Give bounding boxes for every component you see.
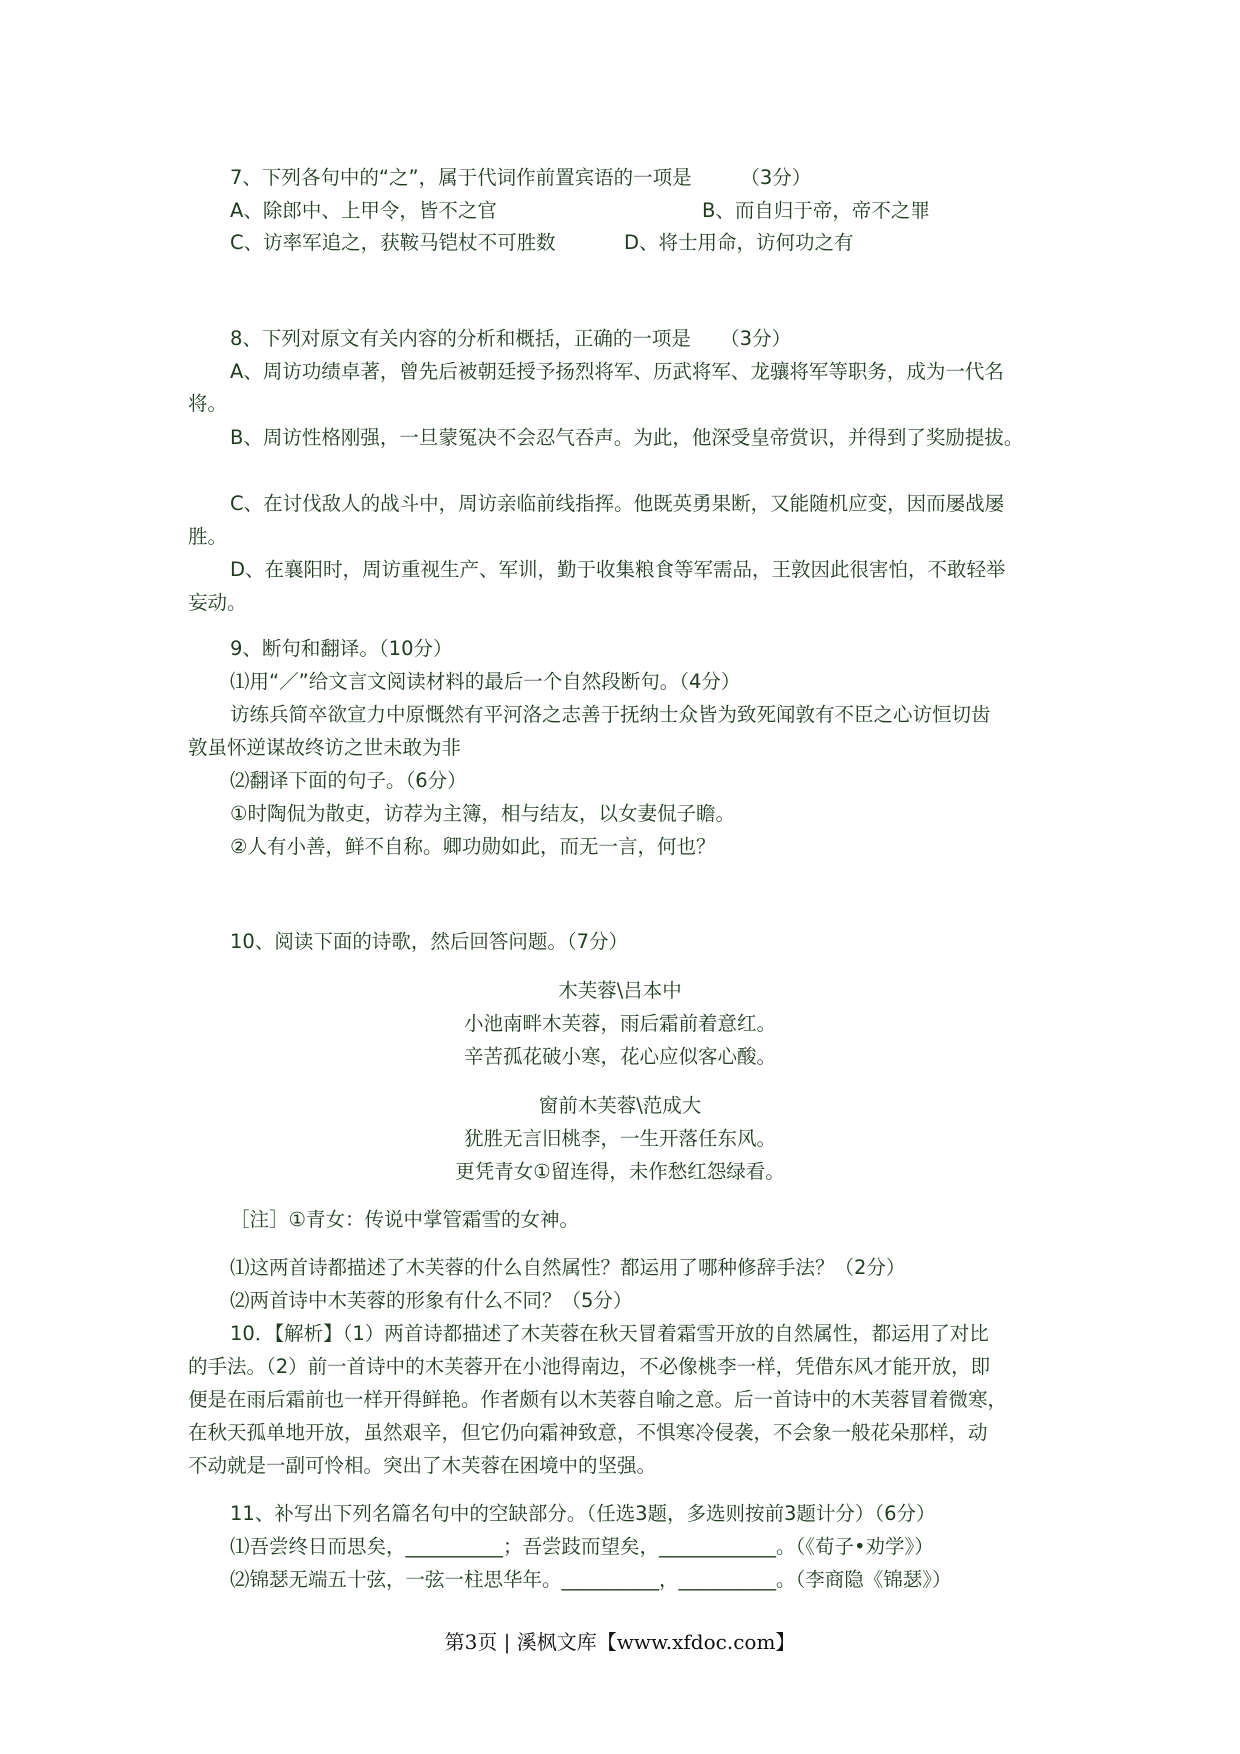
q11-item1: ⑴吾尝终日而思矣，__________；吾尝跂而望矣，____________。（《荀子•劝学》） <box>230 1535 934 1558</box>
poem2-line2: 更凭青女①留连得，未作愁红怨绿看。 <box>455 1160 785 1183</box>
q9-part2: ⑵翻译下面的句子。（6分） <box>230 769 467 792</box>
q10-answer-line4: 在秋天孤单地开放，虽然艰辛，但它仍向霜神致意，不惧寒冷侵袭，不会象一般花朵那样，动 <box>188 1421 988 1444</box>
q8-option-a-line2: 将。 <box>188 392 228 415</box>
q8-option-d-line2: 妄动。 <box>188 591 247 614</box>
q10-sub2: ⑵两首诗中木芙蓉的形象有什么不同？（5分） <box>230 1289 633 1312</box>
q10-answer-line5: 不动就是一副可怜相。突出了木芙蓉在困境中的坚强。 <box>188 1454 657 1477</box>
q7-option-a: A、除郎中、上甲令，皆不之官 <box>230 199 497 222</box>
poem1-title: 木芙蓉\吕本中 <box>558 979 682 1002</box>
q7-option-b: B、而自归于帝，帝不之罪 <box>702 199 930 222</box>
poem-note: ［注］①青女：传说中掌管霜雪的女神。 <box>230 1208 579 1231</box>
q10-sub1: ⑴这两首诗都描述了木芙蓉的什么自然属性？都运用了哪种修辞手法？（2分） <box>230 1256 906 1279</box>
q8-option-c-line1: C、在讨伐敌人的战斗中，周访亲临前线指挥。他既英勇果断，又能随机应变，因而屡战屡 <box>230 492 1005 515</box>
q11-item2: ⑵锦瑟无端五十弦，一弦一柱思华年。__________，__________。（李商隐《锦瑟》） <box>230 1568 952 1591</box>
q9-passage-line1: 访练兵简卒欲宣力中原慨然有平河洛之志善于抚纳士众皆为致死闻敦有不臣之心访恒切齿 <box>230 703 991 726</box>
page-footer: 第3页 | 溪枫文库【www.xfdoc.com】 <box>444 1630 796 1654</box>
q9-sentence1: ①时陶侃为散吏，访荐为主簿，相与结友，以女妻侃子瞻。 <box>230 802 735 825</box>
q8-option-c-line2: 胜。 <box>188 525 228 548</box>
q8-option-a-line1: A、周访功绩卓著，曾先后被朝廷授予扬烈将军、历武将军、龙骧将军等职务，成为一代名 <box>230 360 1004 383</box>
q11-stem: 11、补写出下列名篇名句中的空缺部分。（任选3题，多选则按前3题计分）（6分） <box>230 1502 936 1525</box>
q7-stem: 7、下列各句中的“之”，属于代词作前置宾语的一项是 （3分） <box>230 166 812 189</box>
q8-stem: 8、下列对原文有关内容的分析和概括，正确的一项是 （3分） <box>230 327 792 350</box>
q10-answer-line2: 的手法。（2）前一首诗中的木芙蓉开在小池得南边，不必像桃李一样，凭借东风才能开放，即 <box>188 1355 991 1378</box>
q10-answer-line1: 10．【解析】（1）两首诗都描述了木芙蓉在秋天冒着霜雪开放的自然属性，都运用了对比 <box>230 1322 989 1345</box>
poem2-title: 窗前木芙蓉\范成大 <box>538 1094 702 1117</box>
q9-passage-line2: 敦虽怀逆谋故终访之世未敢为非 <box>188 736 462 759</box>
q8-option-b: B、周访性格刚强，一旦蒙冤决不会忍气吞声。为此，他深受皇帝赏识，并得到了奖励提拔。 <box>230 426 1024 449</box>
poem1-line2: 辛苦孤花破小寒，花心应似客心酸。 <box>463 1045 776 1068</box>
poem2-line1: 犹胜无言旧桃李，一生开落任东风。 <box>463 1127 776 1150</box>
poem1-line1: 小池南畔木芙蓉，雨后霜前着意红。 <box>463 1012 776 1035</box>
q9-part1: ⑴用“／”给文言文阅读材料的最后一个自然段断句。（4分） <box>230 670 741 693</box>
q7-option-d: D、将士用命，访何功之有 <box>624 231 854 254</box>
q10-stem: 10、阅读下面的诗歌，然后回答问题。（7分） <box>230 930 628 953</box>
q9-sentence2: ②人有小善，鲜不自称。卿功勋如此，而无一言，何也？ <box>230 835 716 858</box>
q9-stem: 9、断句和翻译。（10分） <box>230 637 453 660</box>
q8-option-d-line1: D、在襄阳时，周访重视生产、军训，勤于收集粮食等军需品，王敦因此很害怕，不敢轻举 <box>230 558 1006 581</box>
q10-answer-line3: 便是在雨后霜前也一样开得鲜艳。作者颇有以木芙蓉自喻之意。后一首诗中的木芙蓉冒着微寒， <box>188 1388 1008 1411</box>
q7-option-c: C、访率军追之，获鞍马铠杖不可胜数 <box>230 231 556 254</box>
